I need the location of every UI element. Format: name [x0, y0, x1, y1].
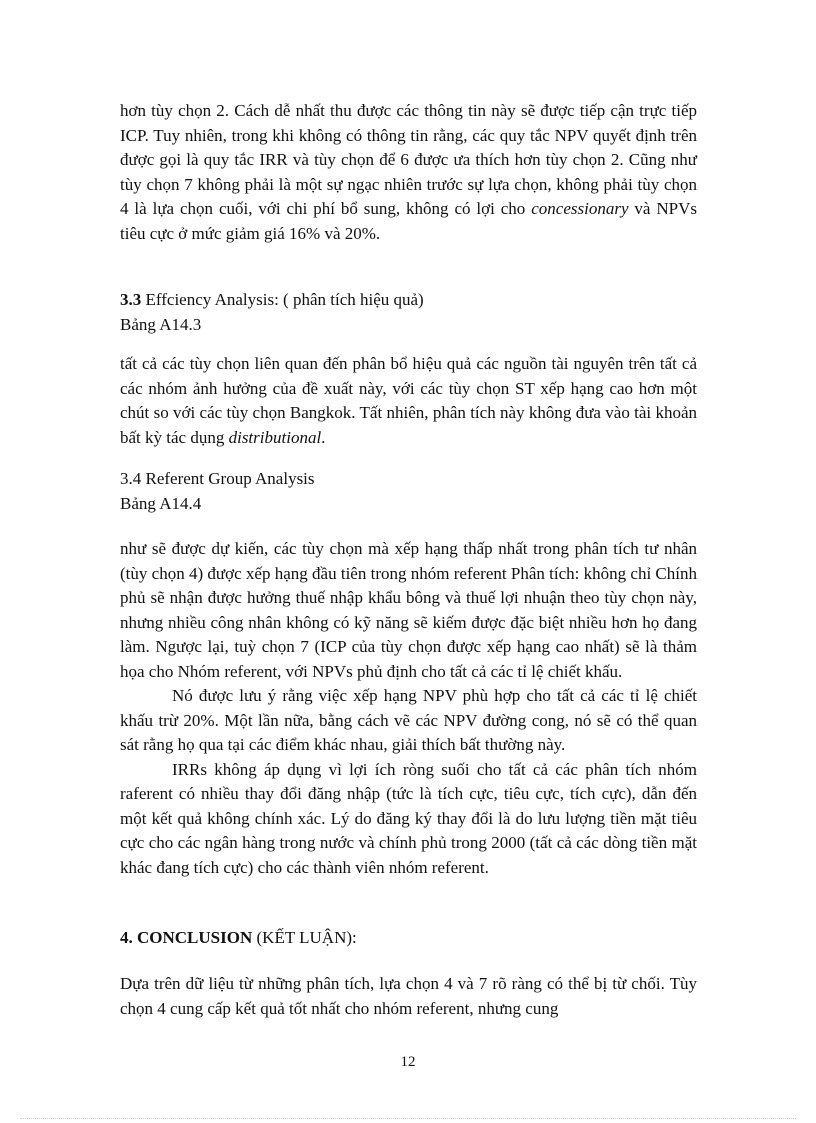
section-title: 3.4 Referent Group Analysis	[120, 469, 315, 488]
paragraph-npv-ranking: Nó được lưu ý rằng việc xếp hạng NPV phù hợp cho tất cả các tỉ lệ chiết khấu trừ 20%. Một lần nữa, bằng cách vẽ các NPV đường cong, nó sẽ có thể quan sát rằng họ qua tại các điểm khác nhau, giải thích bất thường này.	[120, 686, 697, 754]
paragraph-text-part: và NPVs tiêu cực ở mức giảm giá 16% và 20%.	[120, 199, 697, 243]
paragraph-option-comparison	[120, 99, 697, 246]
section-number: 3.3	[120, 290, 142, 309]
paragraph-text	[120, 352, 697, 450]
paragraph-referent-analysis: như sẽ được dự kiến, các tùy chọn mà xếp hạng thấp nhất trong phân tích tư nhân (tùy chọn 4) được xếp hạng đầu tiên trong nhóm referent Phân tích: không chỉ Chính phủ sẽ nhận được hưởng thuế nhập khẩu bông và thuế lợi nhuận theo tùy chọn này, nhưng nhiều công nhân không có kỹ năng sẽ kiếm được đặc biệt nhiều hơn họ đang làm. Ngược lại, tuỳ chọn 7 (ICP của tùy chọn được xếp hạng cao nhất) sẽ là thảm họa cho Nhóm referent, với NPVs phủ định cho tất cả các tỉ lệ chiết khấu.	[120, 539, 697, 681]
section-3-4-body	[120, 537, 697, 880]
paragraph-text-part: tất cả các tùy chọn liên quan đến phân bổ hiệu quả các nguồn tài nguyên trên tất cả các nhóm ảnh hưởng của đề xuất này, với các tùy chọn ST xếp hạng cao hơn một chút so với các tùy chọn Bangkok. Tất nhiên, phân tích này không đưa vào tài khoản bất kỳ tác dụng	[120, 354, 697, 447]
italic-term: distributional	[228, 427, 322, 447]
section-title-rest: (KẾT LUẬN):	[252, 928, 357, 947]
paragraph-irr-note: IRRs không áp dụng vì lợi ích ròng suối cho tất cả các phân tích nhóm raferent có nhiều thay đổi đăng nhập (tức là tích cực, tiêu cực, tích cực), dẫn đến một kết quả không chính xác. Lý do đăng ký thay đổi là do lưu lượng tiền mặt tiêu cực cho các ngân hàng trong nước và chính phủ trong 2000 (tất cả các dòng tiền mặt khác đang tích cực) cho các thành viên nhóm referent.	[120, 759, 697, 877]
paragraph-efficiency-analysis	[120, 352, 697, 450]
section-3-3-heading	[120, 288, 697, 337]
paragraph-text-part: hơn tùy chọn 2. Cách dễ nhất thu được các thông tin này sẽ được tiếp cận trực tiếp ICP. Tuy nhiên, trong khi không có thông tin rằng, các quy tắc NPV quyết định trên được gọi là quy tắc IRR và tùy chọn để 6 được ưa thích hơn tùy chọn 2. Cũng như tùy chọn 7 không phải là một sự ngạc nhiên trước sự lựa chọn, không phải tùy chọn 4 là lựa chọn cuối, với chi phí bổ sung, không có lợi cho	[120, 101, 697, 218]
table-reference: Bảng A14.4	[120, 493, 202, 513]
paragraph-conclusion	[120, 972, 697, 1021]
section-title-bold: 4. CONCLUSION	[120, 928, 253, 947]
section-3-4-heading	[120, 467, 697, 516]
page-number: 12	[400, 1054, 416, 1070]
paragraph-text	[120, 99, 697, 246]
paragraph-text-part: .	[321, 427, 326, 447]
table-reference: Bảng A14.3	[120, 314, 202, 334]
italic-term: concessionary	[531, 199, 629, 218]
section-heading	[120, 926, 697, 951]
section-4-heading	[120, 926, 697, 951]
paragraph-text: Dựa trên dữ liệu từ những phân tích, lựa chọn 4 và 7 rõ ràng có thể bị từ chối. Tùy chọn 4 cung cấp kết quả tốt nhất cho nhóm referent, nhưng cung	[120, 974, 697, 1018]
page-bottom-divider	[20, 1118, 796, 1119]
section-title: Effciency Analysis: ( phân tích hiệu quả)	[141, 290, 424, 309]
section-heading	[120, 288, 697, 313]
